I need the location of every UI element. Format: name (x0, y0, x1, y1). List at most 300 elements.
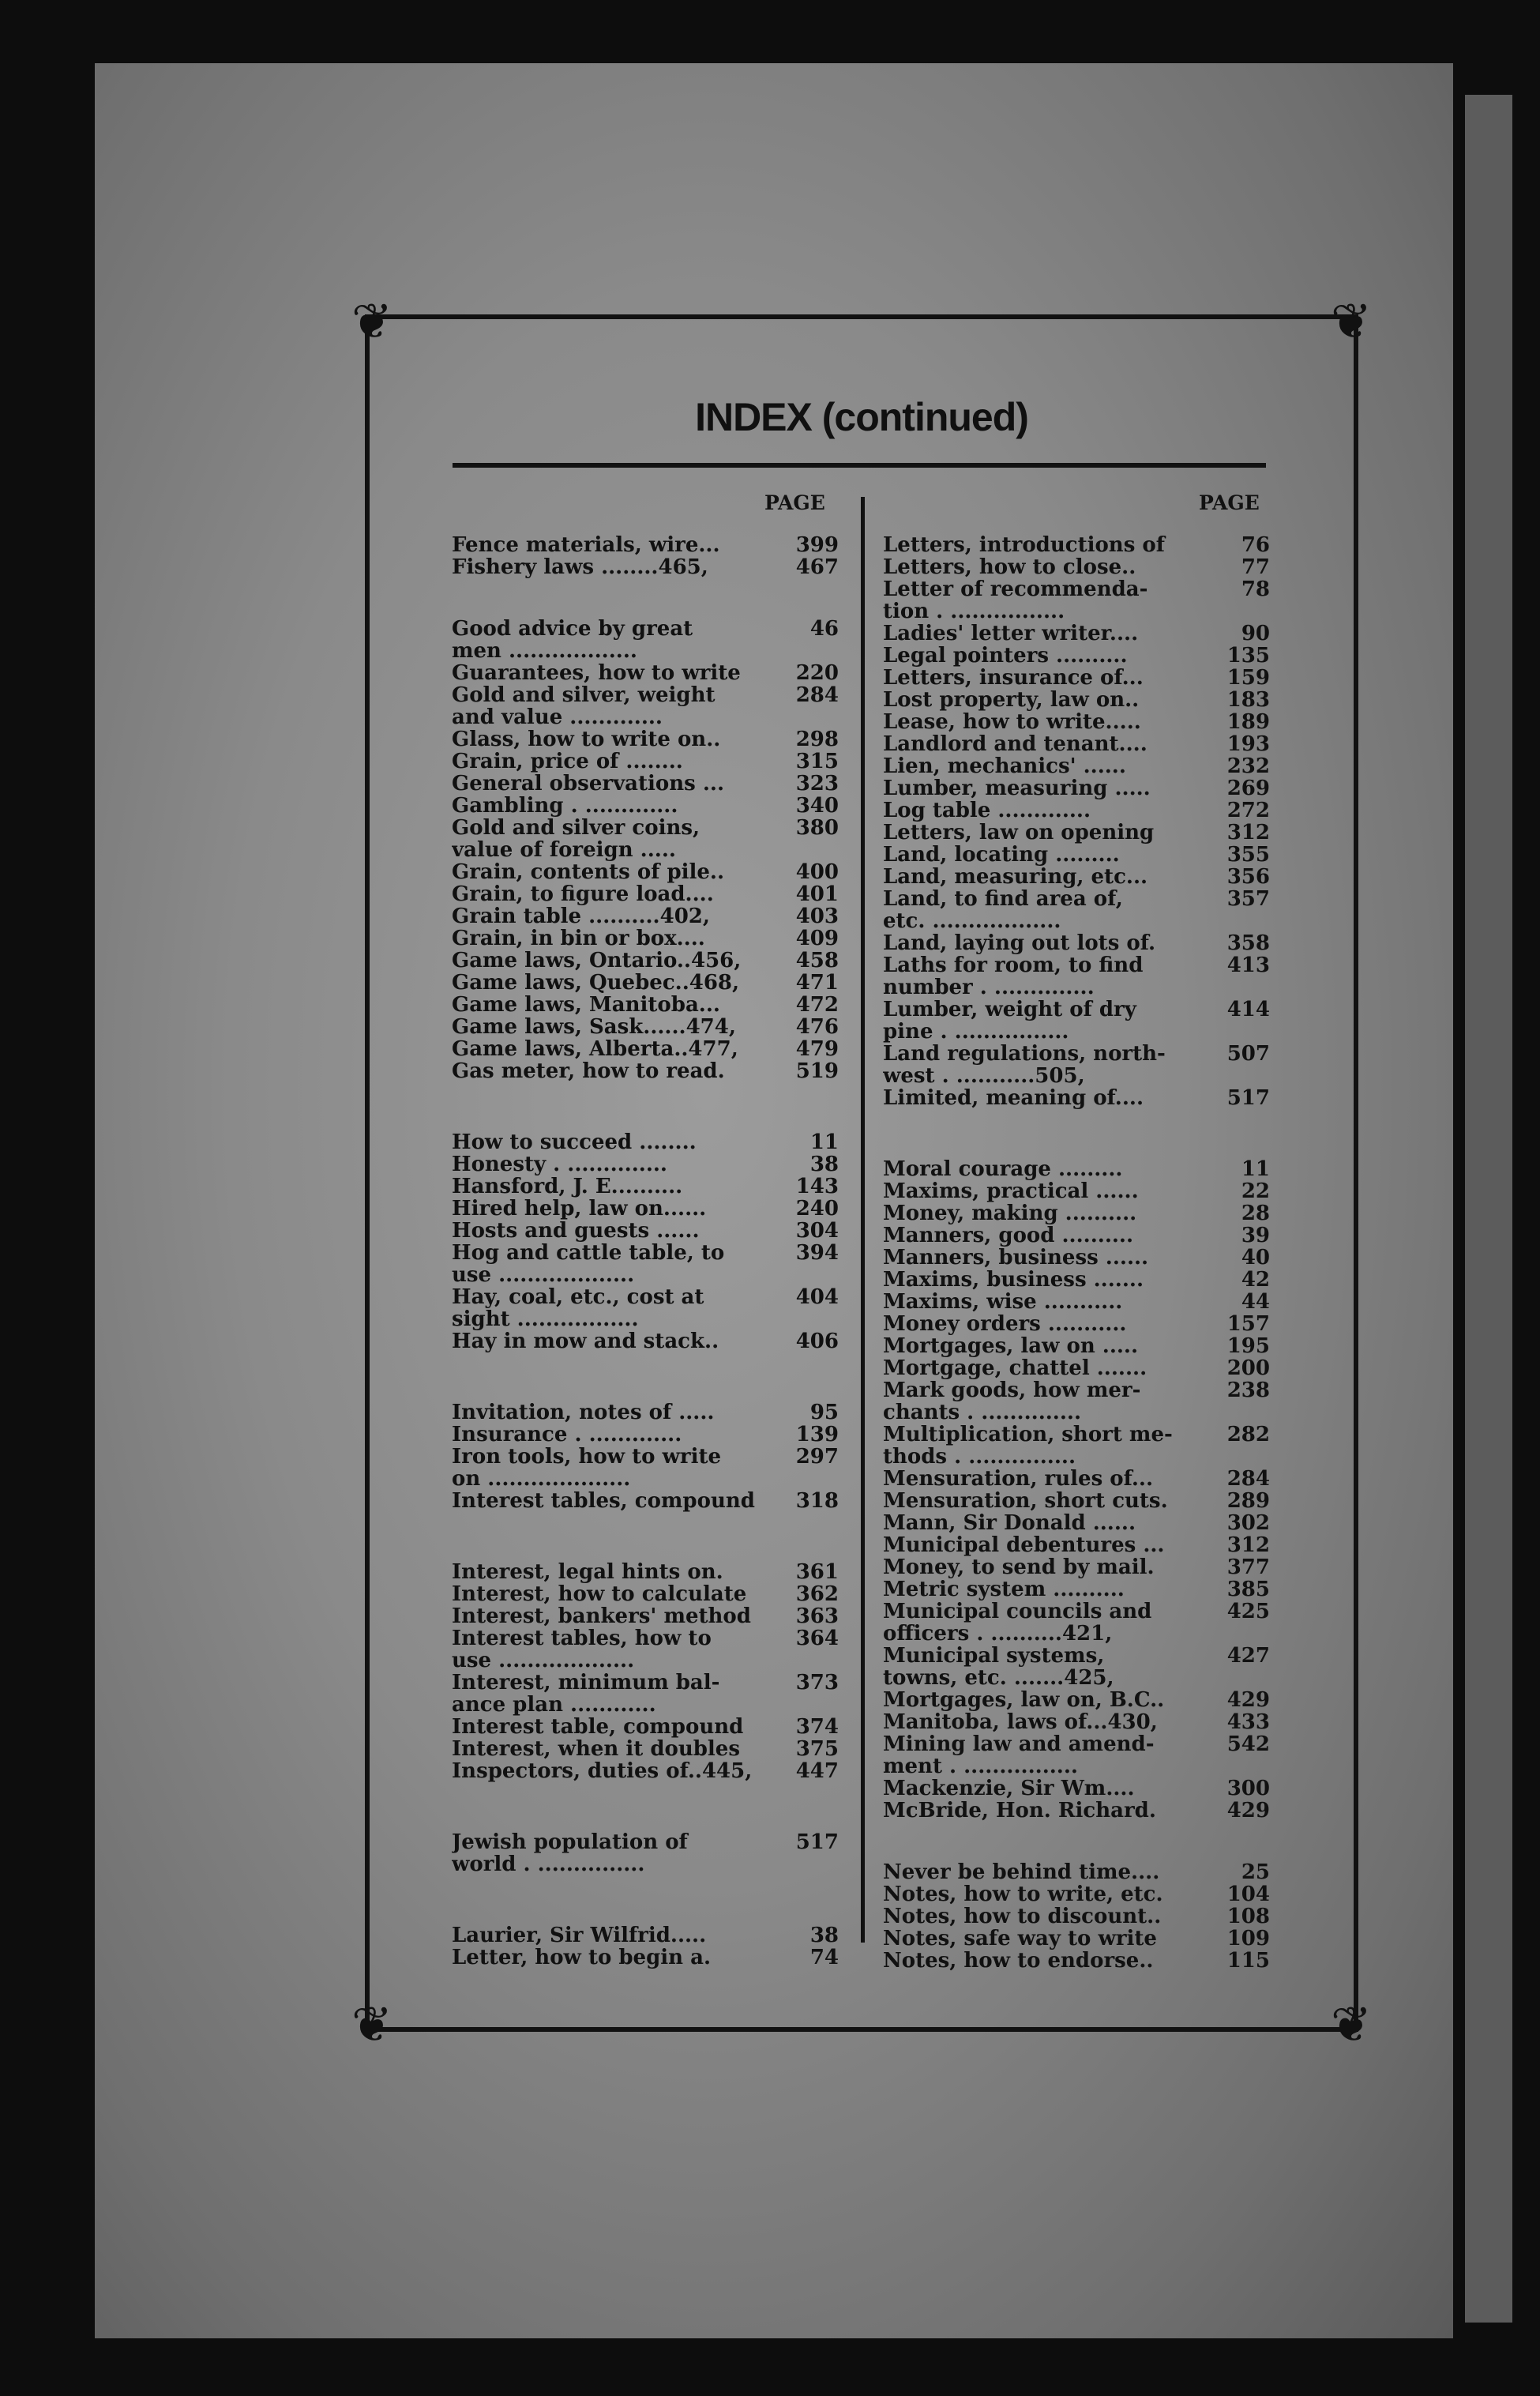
entry-text: Ladies' letter writer.... (883, 623, 1139, 645)
entry-page-number: 39 (1241, 1224, 1270, 1247)
entry-text: Game laws, Ontario..456, (452, 950, 742, 972)
index-entry (883, 999, 1270, 1043)
entry-page-number: 479 (795, 1037, 839, 1061)
entry-text: Lost property, law on.. (883, 689, 1140, 711)
entry-page-number: 401 (795, 882, 839, 906)
entry-text: Grain table ..........402, (452, 905, 710, 927)
index-entry (883, 667, 1270, 689)
index-entry (452, 1716, 839, 1738)
entry-text: Maxims, practical ...... (883, 1180, 1139, 1202)
entry-page-number: 115 (1226, 1949, 1270, 1973)
entry-text: Hired help, law on...... (452, 1198, 707, 1220)
entry-text: Mark goods, how mer- chants . .............. (883, 1379, 1141, 1424)
index-frame (351, 292, 1372, 2053)
index-entry (452, 1175, 839, 1198)
entry-text: Mortgages, law on, B.C.. (883, 1689, 1165, 1711)
entry-text: Log table ............. (883, 799, 1091, 822)
index-entry (452, 950, 839, 972)
entry-text: Laths for room, to find number . .............. (883, 954, 1144, 999)
entry-page-number: 399 (795, 533, 839, 557)
entry-text: Fence materials, wire... (452, 534, 720, 556)
index-entry (883, 1379, 1270, 1424)
entry-page-number: 315 (795, 750, 839, 773)
entry-text: Land, measuring, etc... (883, 866, 1148, 888)
entry-page-number: 40 (1241, 1246, 1270, 1269)
index-entry (452, 1490, 839, 1512)
index-entry (883, 556, 1270, 578)
index-entry (883, 1335, 1270, 1357)
entry-page-number: 220 (795, 661, 839, 685)
entry-page-number: 312 (1226, 1533, 1270, 1557)
entry-text: Manners, business ...... (883, 1247, 1149, 1269)
entry-page-number: 394 (795, 1241, 839, 1265)
entry-text: Letter of recommenda- tion . ................ (883, 578, 1148, 623)
entry-page-number: 95 (809, 1401, 839, 1424)
index-entry (452, 1760, 839, 1782)
entry-text: Fishery laws ........465, (452, 556, 708, 578)
entry-text: Municipal debentures ... (883, 1534, 1165, 1556)
index-entry (883, 1950, 1270, 1972)
entry-text: Mortgages, law on ..... (883, 1335, 1139, 1357)
section-gap (452, 1352, 839, 1401)
index-entry (883, 645, 1270, 667)
entry-text: Game laws, Alberta..477, (452, 1038, 738, 1060)
index-entry (883, 1291, 1270, 1313)
entry-page-number: 375 (795, 1737, 839, 1761)
entry-page-number: 74 (809, 1946, 839, 1969)
section-gap (452, 1082, 839, 1131)
section-gap (452, 1875, 839, 1924)
entry-page-number: 44 (1241, 1290, 1270, 1314)
index-entry (452, 1220, 839, 1242)
entry-text: Letters, how to close.. (883, 556, 1136, 578)
index-entry (883, 1224, 1270, 1247)
entry-page-number: 11 (1241, 1157, 1270, 1181)
entry-text: Notes, how to write, etc. (883, 1883, 1163, 1905)
index-entry (452, 1060, 839, 1082)
index-entry (883, 844, 1270, 866)
page-label-left: PAGE (764, 491, 825, 514)
index-entry (883, 777, 1270, 799)
index-entry (883, 954, 1270, 999)
index-entry (883, 1043, 1270, 1087)
entry-page-number: 517 (1226, 1086, 1270, 1110)
index-entry (883, 1313, 1270, 1335)
corner-ornament-top-right-icon: ❦ (1331, 292, 1372, 350)
entry-text: Notes, how to discount.. (883, 1905, 1162, 1928)
entry-page-number: 282 (1226, 1423, 1270, 1446)
entry-text: Iron tools, how to write on .................... (452, 1446, 722, 1490)
entry-text: Gambling . ............. (452, 795, 678, 817)
entry-page-number: 193 (1226, 732, 1270, 756)
entry-page-number: 284 (795, 683, 839, 707)
index-entry (452, 1583, 839, 1605)
entry-page-number: 414 (1226, 998, 1270, 1021)
index-entry (452, 1198, 839, 1220)
index-entry (452, 1672, 839, 1716)
entry-page-number: 425 (1226, 1600, 1270, 1623)
section-gap (452, 578, 839, 618)
index-entry (883, 1711, 1270, 1733)
entry-text: Glass, how to write on.. (452, 728, 721, 750)
entry-page-number: 340 (795, 794, 839, 818)
corner-ornament-bottom-left-icon: ❦ (351, 1995, 393, 2053)
entry-page-number: 289 (1226, 1489, 1270, 1513)
entry-page-number: 517 (795, 1830, 839, 1854)
entry-text: Game laws, Quebec..468, (452, 972, 740, 994)
entry-page-number: 542 (1226, 1732, 1270, 1756)
index-entry (452, 972, 839, 994)
entry-page-number: 272 (1226, 799, 1270, 822)
entry-page-number: 458 (795, 949, 839, 972)
index-entry (883, 1158, 1270, 1180)
entry-text: General observations ... (452, 773, 724, 795)
column-divider (861, 497, 865, 1943)
entry-page-number: 472 (795, 993, 839, 1017)
entry-page-number: 357 (1226, 887, 1270, 911)
entry-page-number: 240 (795, 1197, 839, 1221)
entry-text: Interest, when it doubles (452, 1738, 740, 1760)
index-entry (452, 1924, 839, 1947)
entry-text: Notes, safe way to write (883, 1928, 1157, 1950)
section-gap (883, 1822, 1270, 1861)
index-entry (883, 733, 1270, 755)
entry-text: Interest tables, how to use ................... (452, 1627, 712, 1672)
index-entry (883, 1800, 1270, 1822)
index-entry (883, 1733, 1270, 1777)
entry-text: Interest, legal hints on. (452, 1561, 723, 1583)
entry-page-number: 298 (795, 728, 839, 751)
entry-page-number: 406 (795, 1330, 839, 1353)
entry-text: Hay in mow and stack.. (452, 1330, 719, 1352)
entry-page-number: 427 (1226, 1644, 1270, 1668)
entry-page-number: 355 (1226, 843, 1270, 867)
index-entry (452, 773, 839, 795)
entry-page-number: 108 (1226, 1905, 1270, 1928)
index-entry (452, 817, 839, 861)
entry-text: Game laws, Sask......474, (452, 1016, 736, 1038)
corner-ornament-top-left-icon: ❦ (351, 292, 393, 350)
entry-text: Hosts and guests ...... (452, 1220, 700, 1242)
entry-text: Mackenzie, Sir Wm.... (883, 1777, 1135, 1800)
index-entry (883, 799, 1270, 822)
entry-text: Manners, good .......... (883, 1224, 1134, 1247)
section-gap (452, 1782, 839, 1831)
index-entry (452, 662, 839, 684)
entry-page-number: 385 (1226, 1578, 1270, 1601)
entry-page-number: 38 (809, 1924, 839, 1947)
entry-page-number: 519 (795, 1059, 839, 1083)
index-entry (452, 1038, 839, 1060)
entry-page-number: 46 (809, 617, 839, 641)
adjacent-page-edge (1465, 95, 1512, 2323)
index-entry (452, 1947, 839, 1969)
entry-page-number: 404 (795, 1285, 839, 1309)
entry-page-number: 304 (795, 1219, 839, 1243)
entry-text: Letters, insurance of... (883, 667, 1144, 689)
entry-page-number: 11 (809, 1130, 839, 1154)
entry-text: Municipal councils and officers . ..........421, (883, 1600, 1152, 1645)
index-entry (452, 1330, 839, 1352)
entry-text: Mensuration, short cuts. (883, 1490, 1168, 1512)
entry-text: Money, to send by mail. (883, 1556, 1155, 1578)
entry-page-number: 76 (1241, 533, 1270, 557)
entry-page-number: 318 (795, 1489, 839, 1513)
index-entry (452, 556, 839, 578)
index-entry (883, 1578, 1270, 1600)
index-entry (883, 1180, 1270, 1202)
index-entry (452, 1424, 839, 1446)
section-gap (883, 1109, 1270, 1158)
index-entry (452, 1446, 839, 1490)
index-entry (883, 1861, 1270, 1883)
entry-text: Money orders ........... (883, 1313, 1127, 1335)
entry-text: Inspectors, duties of..445, (452, 1760, 753, 1782)
index-entry (452, 1153, 839, 1175)
index-column-left (452, 534, 839, 1969)
title-rule (453, 463, 1266, 468)
entry-page-number: 22 (1241, 1179, 1270, 1203)
entry-text: Interest, bankers' method (452, 1605, 751, 1627)
entry-page-number: 195 (1226, 1334, 1270, 1358)
entry-page-number: 183 (1226, 688, 1270, 712)
entry-page-number: 312 (1226, 821, 1270, 844)
entry-page-number: 433 (1226, 1710, 1270, 1734)
entry-page-number: 25 (1241, 1860, 1270, 1884)
entry-text: Honesty . .............. (452, 1153, 667, 1175)
index-entry (883, 822, 1270, 844)
entry-text: Game laws, Manitoba... (452, 994, 720, 1016)
entry-text: Gas meter, how to read. (452, 1060, 725, 1082)
index-entry (452, 883, 839, 905)
index-entry (452, 1242, 839, 1286)
index-column-right (883, 534, 1270, 1972)
entry-text: Lease, how to write..... (883, 711, 1141, 733)
entry-page-number: 109 (1226, 1927, 1270, 1950)
entry-text: McBride, Hon. Richard. (883, 1800, 1156, 1822)
entry-text: Landlord and tenant.... (883, 733, 1147, 755)
index-entry (883, 1883, 1270, 1905)
entry-text: Land, to find area of, etc. .................. (883, 888, 1123, 932)
index-entry (452, 1738, 839, 1760)
index-entry (883, 1928, 1270, 1950)
entry-text: Interest, minimum bal- ance plan ............ (452, 1672, 720, 1716)
entry-text: Mensuration, rules of... (883, 1468, 1154, 1490)
index-entry (452, 795, 839, 817)
entry-text: Municipal systems, towns, etc. .......425, (883, 1645, 1114, 1689)
entry-page-number: 413 (1226, 954, 1270, 977)
entry-page-number: 361 (795, 1560, 839, 1584)
entry-text: Maxims, business ....... (883, 1269, 1144, 1291)
entry-text: Multiplication, short me- thods . ............... (883, 1424, 1173, 1468)
index-entry (452, 1131, 839, 1153)
index-entry (883, 1689, 1270, 1711)
entry-page-number: 467 (795, 555, 839, 579)
entry-text: Lumber, weight of dry pine . ................ (883, 999, 1136, 1043)
entry-text: Lumber, measuring ..... (883, 777, 1151, 799)
entry-page-number: 377 (1226, 1555, 1270, 1579)
entry-page-number: 104 (1226, 1883, 1270, 1906)
entry-page-number: 139 (795, 1423, 839, 1446)
entry-text: Grain, contents of pile.. (452, 861, 725, 883)
entry-page-number: 507 (1226, 1042, 1270, 1066)
entry-text: Interest table, compound (452, 1716, 744, 1738)
entry-page-number: 356 (1226, 865, 1270, 889)
entry-text: Land regulations, north- west . ...........505, (883, 1043, 1166, 1087)
entry-text: Invitation, notes of ..... (452, 1401, 715, 1424)
index-entry (452, 684, 839, 728)
index-entry (883, 1087, 1270, 1109)
index-entry (452, 618, 839, 662)
page-label-right: PAGE (1199, 491, 1260, 514)
index-entry (883, 1556, 1270, 1578)
entry-text: Gold and silver, weight and value ............. (452, 684, 716, 728)
index-entry (883, 711, 1270, 733)
entry-text: Letter, how to begin a. (452, 1947, 712, 1969)
index-entry (452, 1401, 839, 1424)
entry-page-number: 300 (1226, 1777, 1270, 1800)
entry-text: Letters, law on opening (883, 822, 1155, 844)
index-entry (883, 689, 1270, 711)
entry-text: Mining law and amend- ment . ................ (883, 1733, 1155, 1777)
corner-ornament-bottom-right-icon: ❦ (1331, 1995, 1372, 2053)
entry-page-number: 38 (809, 1153, 839, 1176)
index-entry (883, 932, 1270, 954)
entry-text: Lien, mechanics' ...... (883, 755, 1126, 777)
entry-text: Limited, meaning of.... (883, 1087, 1144, 1109)
entry-page-number: 200 (1226, 1356, 1270, 1380)
entry-text: Maxims, wise ........... (883, 1291, 1123, 1313)
entry-text: Legal pointers .......... (883, 645, 1128, 667)
entry-page-number: 323 (795, 772, 839, 796)
entry-page-number: 403 (795, 905, 839, 928)
index-entry (883, 866, 1270, 888)
index-entry (883, 1534, 1270, 1556)
index-entry (883, 1490, 1270, 1512)
index-entry (883, 623, 1270, 645)
entry-text: Grain, price of ........ (452, 750, 683, 773)
entry-page-number: 159 (1226, 666, 1270, 690)
entry-text: Land, laying out lots of. (883, 932, 1156, 954)
index-entry (883, 1512, 1270, 1534)
index-entry (452, 728, 839, 750)
entry-page-number: 363 (795, 1604, 839, 1628)
entry-page-number: 284 (1226, 1467, 1270, 1491)
entry-text: Good advice by great men .................. (452, 618, 693, 662)
index-entry (452, 1605, 839, 1627)
index-entry (883, 755, 1270, 777)
index-entry (883, 1468, 1270, 1490)
entry-page-number: 373 (795, 1671, 839, 1695)
entry-page-number: 189 (1226, 710, 1270, 734)
entry-text: Never be behind time.... (883, 1861, 1160, 1883)
entry-page-number: 232 (1226, 754, 1270, 778)
index-entry (883, 888, 1270, 932)
entry-page-number: 135 (1226, 644, 1270, 668)
entry-page-number: 374 (795, 1715, 839, 1739)
entry-text: Manitoba, laws of...430, (883, 1711, 1158, 1733)
entry-text: Land, locating ......... (883, 844, 1120, 866)
entry-page-number: 429 (1226, 1688, 1270, 1712)
entry-page-number: 269 (1226, 777, 1270, 800)
index-entry (452, 1286, 839, 1330)
index-entry (883, 578, 1270, 623)
entry-page-number: 362 (795, 1582, 839, 1606)
index-entry (883, 1269, 1270, 1291)
index-entry (883, 1600, 1270, 1645)
entry-text: Interest tables, compound (452, 1490, 755, 1512)
entry-page-number: 28 (1241, 1202, 1270, 1225)
entry-text: Insurance . ............. (452, 1424, 682, 1446)
entry-page-number: 77 (1241, 555, 1270, 579)
entry-text: Gold and silver coins, value of foreign ..... (452, 817, 701, 861)
entry-text: Interest, how to calculate (452, 1583, 747, 1605)
entry-text: Letters, introductions of (883, 534, 1165, 556)
entry-page-number: 297 (795, 1445, 839, 1469)
index-entry (883, 534, 1270, 556)
entry-page-number: 302 (1226, 1511, 1270, 1535)
index-entry (452, 861, 839, 883)
entry-page-number: 429 (1226, 1799, 1270, 1822)
entry-text: Mortgage, chattel ....... (883, 1357, 1147, 1379)
index-entry (452, 905, 839, 927)
index-entry (883, 1357, 1270, 1379)
entry-text: Laurier, Sir Wilfrid..... (452, 1924, 707, 1947)
entry-page-number: 78 (1241, 577, 1270, 601)
index-entry (452, 994, 839, 1016)
entry-text: Grain, to figure load.... (452, 883, 714, 905)
entry-page-number: 358 (1226, 931, 1270, 955)
index-entry (883, 1905, 1270, 1928)
index-entry (452, 750, 839, 773)
entry-page-number: 400 (795, 860, 839, 884)
entry-page-number: 90 (1241, 622, 1270, 645)
index-entry (883, 1645, 1270, 1689)
entry-text: Hog and cattle table, to use ................... (452, 1242, 725, 1286)
entry-text: Hay, coal, etc., cost at sight ................. (452, 1286, 704, 1330)
entry-page-number: 143 (795, 1175, 839, 1198)
entry-page-number: 380 (795, 816, 839, 840)
index-entry (452, 1016, 839, 1038)
entry-page-number: 409 (795, 927, 839, 950)
index-entry (452, 534, 839, 556)
entry-text: How to succeed ........ (452, 1131, 697, 1153)
page-title: INDEX (continued) (695, 395, 1028, 439)
index-entry (452, 1831, 839, 1875)
entry-page-number: 471 (795, 971, 839, 995)
index-entry (452, 1627, 839, 1672)
entry-text: Guarantees, how to write (452, 662, 741, 684)
entry-page-number: 364 (795, 1627, 839, 1650)
index-entry (883, 1424, 1270, 1468)
index-entry (452, 927, 839, 950)
entry-text: Money, making .......... (883, 1202, 1137, 1224)
entry-page-number: 238 (1226, 1379, 1270, 1402)
index-entry (883, 1202, 1270, 1224)
entry-text: Hansford, J. E.......... (452, 1175, 683, 1198)
entry-text: Mann, Sir Donald ...... (883, 1512, 1136, 1534)
entry-text: Metric system .......... (883, 1578, 1125, 1600)
entry-page-number: 42 (1241, 1268, 1270, 1292)
entry-page-number: 157 (1226, 1312, 1270, 1336)
entry-text: Jewish population of world . ............... (452, 1831, 688, 1875)
index-entry (883, 1247, 1270, 1269)
entry-text: Moral courage ......... (883, 1158, 1123, 1180)
index-entry (883, 1777, 1270, 1800)
entry-text: Grain, in bin or box.... (452, 927, 705, 950)
index-entry (452, 1561, 839, 1583)
entry-page-number: 447 (795, 1759, 839, 1783)
